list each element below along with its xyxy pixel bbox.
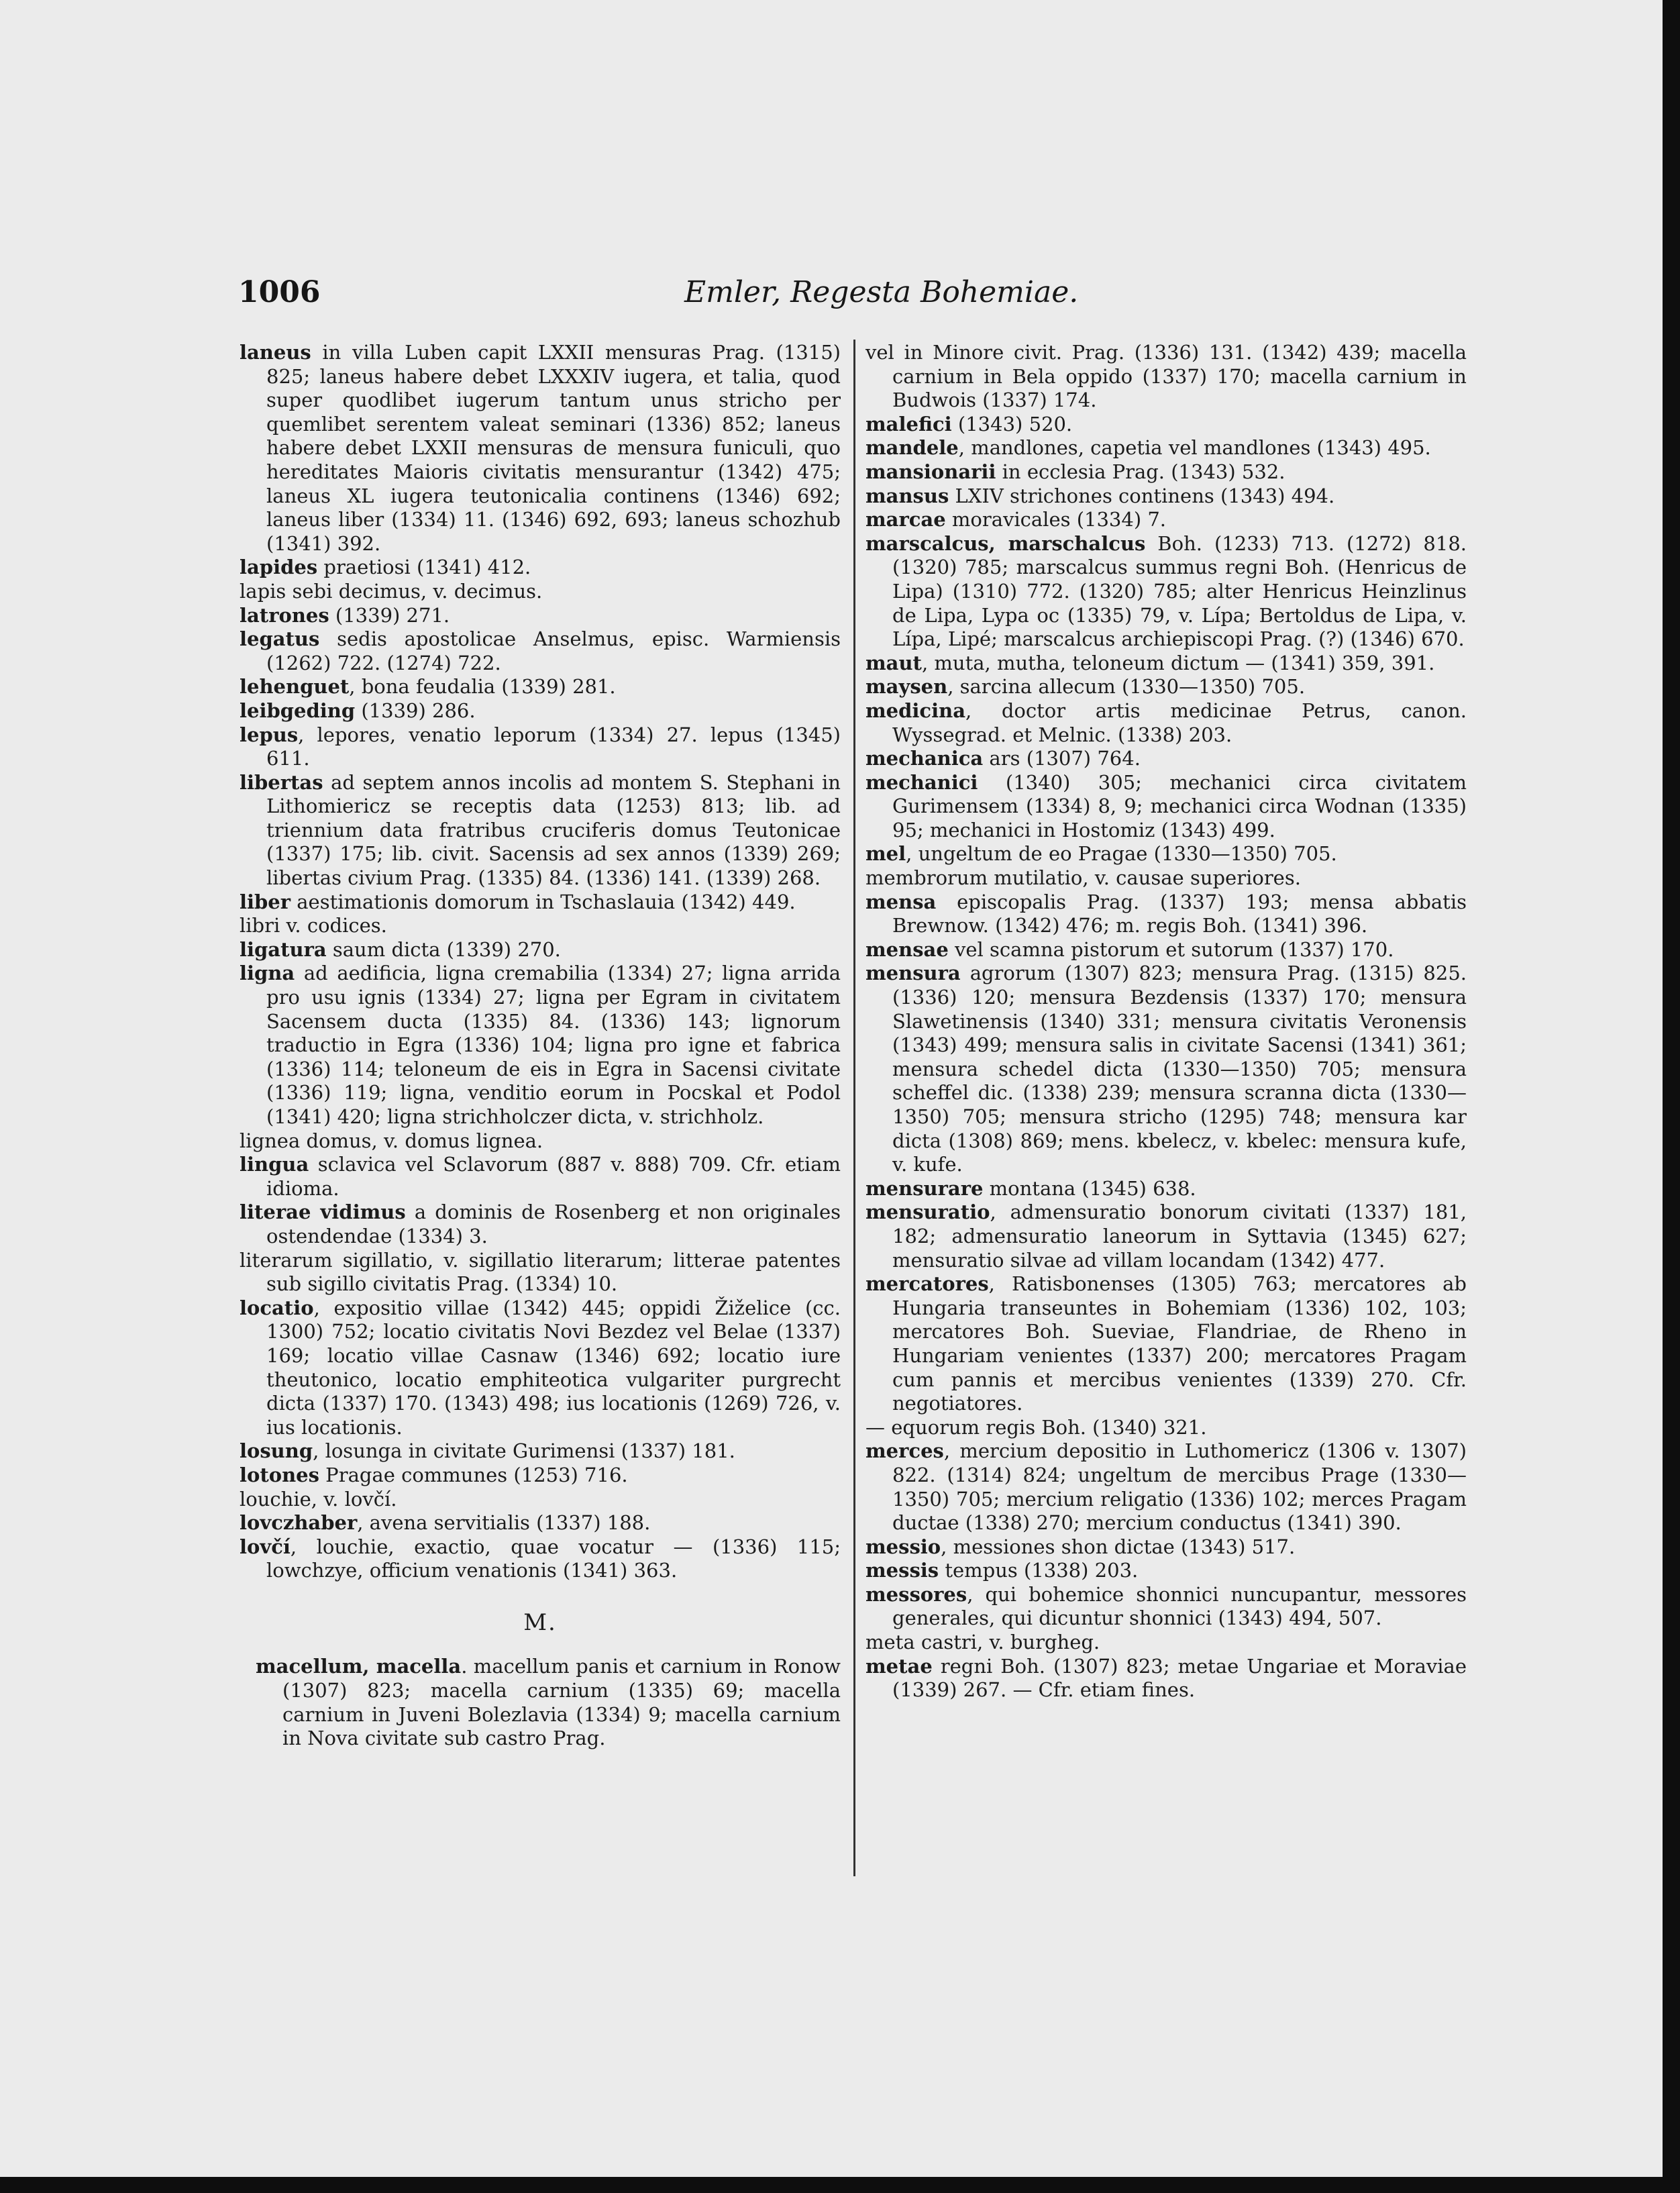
index-entry (865, 1631, 1467, 1655)
entry-text: ad septem annos incolis ad montem S. Stephani in Lithomiericz se receptis data (1253) 813; lib. ad triennium data fratribus cruciferis domus Teutonicae (1337) 175; lib. civit. Sacensis ad sex annos (1339) 269; libertas civium Prag. (1335) 84. (1336) 141. (1339) 268. (266, 770, 841, 890)
index-entry (865, 842, 1467, 866)
column-divider (853, 340, 855, 1876)
entry-text: (1343) 520. (951, 412, 1073, 436)
entry-text: episcopalis Prag. (1337) 193; mensa abbatis Brewnow. (1342) 476; m. regis Boh. (1341) 396. (892, 890, 1467, 937)
index-entry (240, 1511, 841, 1535)
entry-text: a dominis de Rosenberg et non originales ostendendae (1334) 3. (266, 1201, 841, 1247)
entry-text: meta castri, v. burgheg. (865, 1631, 1100, 1654)
index-entry (865, 1559, 1467, 1583)
headword: messio (865, 1535, 941, 1558)
entry-text: sclavica vel Sclavorum (887 v. 888) 709. Cfr. etiam idioma. (266, 1153, 841, 1200)
entry-text: tempus (1338) 203. (939, 1559, 1139, 1582)
index-entry (240, 1296, 841, 1440)
headword: mensura (865, 962, 961, 985)
entry-text: lapis sebi decimus, v. decimus. (240, 579, 543, 603)
index-entry (240, 938, 841, 962)
headword: lovczhaber (240, 1511, 358, 1535)
entry-text: saum dicta (1339) 270. (326, 937, 561, 961)
index-entry (240, 1535, 841, 1583)
headword: mansus (865, 484, 949, 507)
entry-text: literarum sigillatio, v. sigillatio literarum; litterae patentes sub sigillo civitatis Prag. (1334) 10. (240, 1248, 841, 1296)
index-entry (865, 962, 1467, 1176)
headword: ligatura (240, 937, 327, 961)
headword: latrones (240, 603, 329, 627)
headword: lovčí (240, 1535, 291, 1558)
index-entry (240, 580, 841, 604)
headword: leibgeding (240, 699, 356, 722)
entry-text: , avena servitialis (1337) 188. (357, 1511, 651, 1535)
headword: macellum, macella (256, 1655, 462, 1678)
index-entry (865, 866, 1467, 890)
running-head (238, 275, 1079, 315)
headword: marcae (865, 508, 946, 531)
headword: mercatores (865, 1272, 989, 1296)
entry-text: (1339) 286. (355, 699, 476, 722)
index-entry (865, 747, 1467, 771)
index-entry (240, 723, 841, 771)
entry-text: , messiones shon dictae (1343) 517. (941, 1535, 1296, 1558)
entry-text: (1340) 305; mechanici circa civitatem Gurimensem (1334) 8, 9; mechanici circa Wodnan (1335) 95; mechanici in Hostomiz (1343) 499. (892, 770, 1467, 842)
entry-text: moravicales (1334) 7. (945, 508, 1167, 531)
entry-text: in villa Luben capit LXXII mensuras Prag. (1315) 825; laneus habere debet LXXXIV iugera, et talia, quod super quodlibet iugerum tantum unus stricho per quemlibet serentem valeat seminari (1336) 852; laneus habere debet LXXII mensuras de mensura funiculi, quo hereditates Maioris civitatis mensurantur (1342) 475; laneus XL iugera teutonicalia continens (1346) 692; laneus liber (1334) 11. (1346) 692, 693; laneus schozhub (1341) 392. (266, 341, 841, 555)
entry-text: , muta, mutha, teloneum dictum — (1341) 359, 391. (921, 651, 1435, 674)
headword: messis (865, 1559, 939, 1582)
headword: locatio (240, 1296, 314, 1319)
index-entry (865, 1272, 1467, 1416)
index-entry (865, 508, 1467, 532)
headword: mechanica (865, 747, 984, 770)
entry-text: , expositio villae (1342) 445; oppidi Žiželice (cc. 1300) 752; locatio civitatis Novi Bezdez vel Belae (1337) 169; locatio villae Casnaw (1346) 692; locatio iure theutonico, locatio emphiteotica vulgariter purgrecht dicta (1337) 170. (1343) 498; ius locationis (1269) 726, v. ius locationis. (266, 1296, 841, 1439)
headword: maysen (865, 675, 948, 699)
index-entry (865, 938, 1467, 962)
entry-text: agrorum (1307) 823; mensura Prag. (1315) 825. (1336) 120; mensura Bezdensis (1337) 170; mensura Slawetinensis (1340) 331; mensura civitatis Veronensis (1343) 499; mensura salis in civitate Sacensi (1341) 361; mensura schedel dicta (1330—1350) 705; mensura scheffel dic. (1338) 239; mensura scranna dicta (1330—1350) 705; mensura stricho (1295) 748; mensura kar dicta (1308) 869; mens. kbelecz, v. kbelec: mensura kufe, v. kufe. (892, 962, 1467, 1176)
index-entry (865, 436, 1467, 460)
index-entry (865, 1655, 1467, 1702)
headword: lapides (240, 556, 318, 579)
headword: metae (865, 1654, 933, 1678)
entry-text: membrorum mutilatio, v. causae superiores. (865, 866, 1301, 890)
headword: mensuratio (865, 1201, 990, 1224)
entry-text: , louchie, exactio, quae vocatur — (1336) 115; lowchzye, officium venationis (1341) 363. (266, 1535, 841, 1582)
headword: mel (865, 842, 906, 866)
index-entry (865, 652, 1467, 676)
index-entry (240, 890, 841, 915)
headword: mechanici (865, 770, 978, 794)
section-heading: M. (523, 1609, 557, 1636)
headword: ligna (240, 962, 295, 985)
index-entry (256, 1655, 841, 1750)
entry-text: , mercium depositio in Luthomericz (1306 v. 1307) 822. (1314) 824; ungeltum de mercibus Prage (1330—1350) 705; mercium religatio (1336) 102; merces Pragam ductae (1338) 270; mercium conductus (1341) 390. (892, 1439, 1467, 1535)
entry-text: , mandlones, capetia vel mandlones (1343) 495. (958, 436, 1431, 460)
headword: mandele (865, 436, 959, 460)
entry-text: in ecclesia Prag. (1343) 532. (996, 460, 1285, 483)
index-entry (240, 1129, 841, 1154)
headword: liber (240, 890, 291, 913)
entry-text: , lepores, venatio leporum (1334) 27. lepus (1345) 611. (266, 723, 841, 770)
headword: legatus (240, 627, 320, 651)
entry-text: , qui bohemice shonnici nuncupantur, messores generales, qui dicuntur shonnici (1343) 494, 507. (892, 1582, 1467, 1630)
entry-text: ars (1307) 764. (983, 747, 1141, 770)
index-entry (865, 1201, 1467, 1272)
headword: merces (865, 1439, 944, 1463)
entry-text: louchie, v. lovčí. (240, 1487, 397, 1511)
headword: malefici (865, 412, 952, 436)
index-entry (865, 1416, 1467, 1440)
index-entry (240, 1488, 841, 1512)
index-entry (240, 914, 841, 938)
entry-text: , sarcina allecum (1330—1350) 705. (947, 675, 1306, 699)
index-entry (865, 1439, 1467, 1535)
headword: losung (240, 1439, 313, 1463)
index-entry (865, 699, 1467, 747)
entry-text: vel scamna pistorum et sutorum (1337) 170. (948, 937, 1394, 961)
headword: literae vidimus (240, 1201, 406, 1224)
page-number: 1006 (238, 275, 321, 309)
entry-text: . macellum panis et carnium in Ronow (1307) 823; macella carnium (1335) 69; macella carnium in Juveni Bolezlavia (1334) 9; macella carnium in Nova civitate sub castro Prag. (282, 1655, 841, 1750)
headword: mensae (865, 937, 949, 961)
headword: libertas (240, 770, 323, 794)
index-entry (240, 675, 841, 699)
headword: laneus (240, 341, 311, 364)
headword: mensa (865, 890, 937, 913)
entry-text: vel in Minore civit. Prag. (1336) 131. (1342) 439; macella carnium in Bela oppido (1337) 170; macella carnium in Budwois (1337) 174. (865, 341, 1467, 412)
entry-text: LXIV strichones continens (1343) 494. (949, 484, 1335, 507)
index-entry (865, 675, 1467, 699)
headword: mansionarii (865, 460, 996, 483)
index-entry (865, 890, 1467, 938)
index-entry (240, 556, 841, 580)
entry-text: (1339) 271. (329, 603, 450, 627)
headword: marscalcus, marschalcus (865, 531, 1146, 555)
entry-text: Pragae communes (1253) 716. (319, 1463, 628, 1486)
right-column (865, 341, 1467, 1702)
entry-text: , ungeltum de eo Pragae (1330—1350) 705. (906, 842, 1337, 866)
headword: lepus (240, 723, 299, 746)
headword: medicina (865, 699, 965, 722)
index-entry (240, 341, 841, 556)
entry-text: aestimationis domorum in Tschaslauia (1342) 449. (291, 890, 796, 913)
entry-text: libri v. codices. (240, 914, 387, 937)
index-entry (865, 1177, 1467, 1201)
headword: lingua (240, 1153, 309, 1176)
index-entry (865, 771, 1467, 843)
entry-text: regni Boh. (1307) 823; metae Ungariae et Moraviae (1339) 267. — Cfr. etiam fines. (892, 1654, 1467, 1702)
index-entry (865, 484, 1467, 509)
entry-text: ad aedificia, ligna cremabilia (1334) 27; ligna arrida pro usu ignis (1334) 27; ligna per Egram in civitatem Sacensem ducta (1335) 84. (1336) 143; lignorum traductio in Egra (1336) 104; ligna pro igne et fabrica (1336) 114; teloneum de eis in Egra in Sacensi civitate (1336) 119; ligna, venditio eorum in Pocskal et Podol (1341) 420; ligna strichholczer dicta, v. strichholz. (266, 962, 841, 1128)
entry-text: Boh. (1233) 713. (1272) 818. (1320) 785; marscalcus summus regni Boh. (Henricus de Lipa) (1310) 772. (1320) 785; alter Henricus Heinzlinus de Lipa, Lypa oc (1335) 79, v. Lípa; Bertoldus de Lipa, v. Lípa, Lipé; marscalcus archiepiscopi Prag. (?) (1346) 670. (892, 531, 1467, 651)
entry-text: lignea domus, v. domus lignea. (240, 1129, 543, 1152)
index-entry (865, 1583, 1467, 1631)
headword: mensurare (865, 1176, 984, 1200)
entry-text: — equorum regis Boh. (1340) 321. (865, 1415, 1207, 1439)
index-entry (865, 341, 1467, 413)
headword: lotones (240, 1463, 319, 1486)
entry-text: , admensuratio bonorum civitati (1337) 181, 182; admensuratio laneorum in Syttavia (1345) 627; mensuratio silvae ad villam locandam (1342) 477. (892, 1201, 1467, 1272)
index-entry (240, 1153, 841, 1201)
entry-text: , bona feudalia (1339) 281. (349, 675, 616, 699)
entry-text: praetiosi (1341) 412. (317, 556, 531, 579)
headword: maut (865, 651, 922, 674)
entry-text: sedis apostolicae Anselmus, episc. Warmiensis (1262) 722. (1274) 722. (266, 627, 841, 674)
index-entry (240, 604, 841, 628)
index-entry (240, 1439, 841, 1464)
index-entry (240, 699, 841, 723)
headword: messores (865, 1582, 967, 1606)
index-entry (865, 413, 1467, 437)
entry-text: , doctor artis medicinae Petrus, canon. Wyssegrad. et Melnic. (1338) 203. (892, 699, 1467, 746)
index-entry (240, 1249, 841, 1296)
running-title: Emler, Regesta Bohemiae. (684, 275, 1079, 309)
entry-text: montana (1345) 638. (983, 1176, 1196, 1200)
left-column (240, 341, 841, 1751)
index-entry (240, 1464, 841, 1488)
headword: lehenguet (240, 675, 350, 699)
entry-text: , Ratisbonenses (1305) 763; mercatores ab Hungaria transeuntes in Bohemiam (1336) 102, 103; mercatores Boh. Sueviae, Flandriae, de Rheno in Hungariam venientes (1337) 200; mercatores Pragam cum pannis et mercibus venientes (1339) 270. Cfr. negotiatores. (892, 1272, 1467, 1415)
index-entry (240, 1201, 841, 1248)
entry-text: , losunga in civitate Gurimensi (1337) 181. (313, 1439, 735, 1463)
index-entry (865, 1535, 1467, 1560)
index-entry (865, 532, 1467, 652)
index-entry (240, 627, 841, 675)
index-entry (240, 962, 841, 1129)
index-entry (240, 771, 841, 890)
index-entry (865, 460, 1467, 484)
